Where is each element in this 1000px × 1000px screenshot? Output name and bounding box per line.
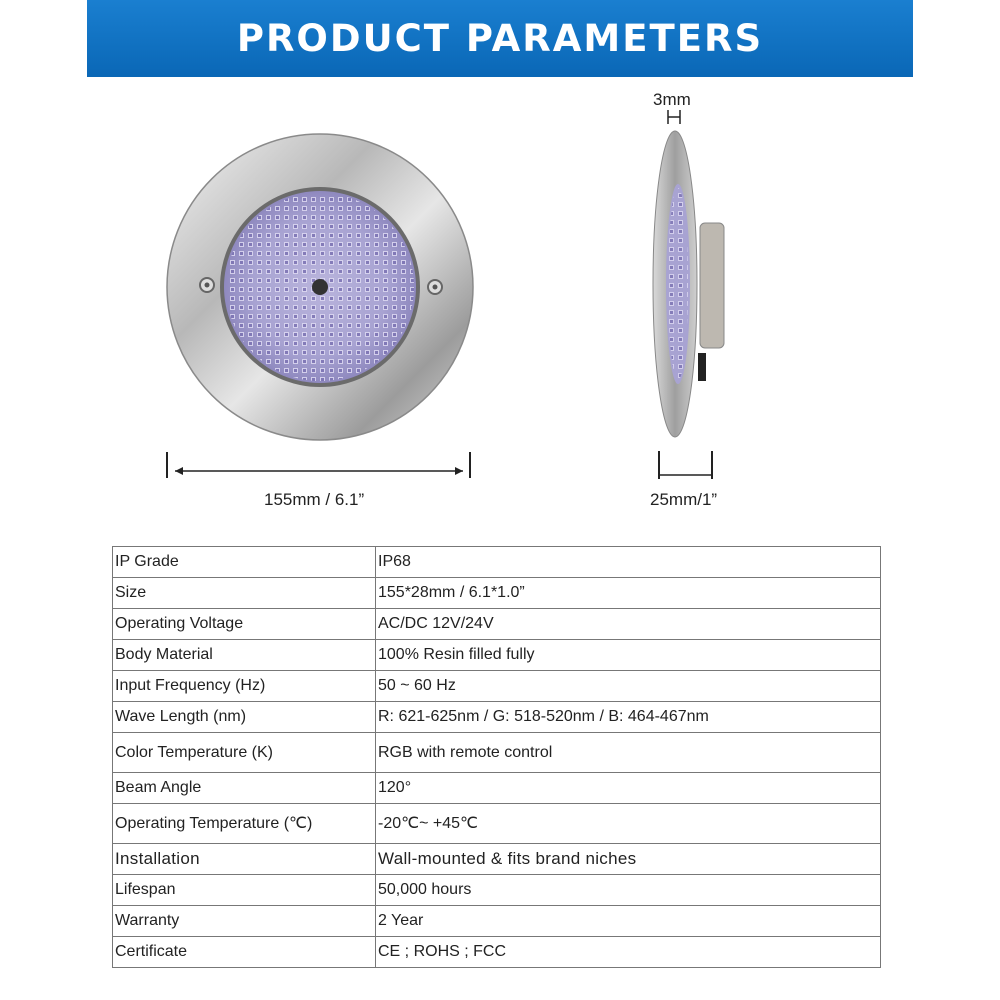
spec-name: IP Grade — [113, 547, 376, 578]
spec-value: RGB with remote control — [376, 733, 881, 773]
spec-name: Installation — [113, 844, 376, 875]
spec-row-wave-length — [113, 702, 881, 733]
spec-value: CE ; ROHS ; FCC — [376, 937, 881, 968]
spec-value: AC/DC 12V/24V — [376, 609, 881, 640]
spec-row-size — [113, 578, 881, 609]
spec-value: 155*28mm / 6.1*1.0” — [376, 578, 881, 609]
rim-dimension-label: 3mm — [653, 90, 691, 109]
spec-row-operating-temperature — [113, 804, 881, 844]
spec-value: 120° — [376, 773, 881, 804]
page-title: PRODUCT PARAMETERS — [236, 17, 764, 60]
spec-row-beam-angle — [113, 773, 881, 804]
rim-dimension-marker — [665, 108, 685, 126]
spec-value: 50,000 hours — [376, 875, 881, 906]
spec-row-input-frequency — [113, 671, 881, 702]
spec-row-body-material — [113, 640, 881, 671]
spec-name: Operating Voltage — [113, 609, 376, 640]
depth-dimension-line — [656, 449, 716, 481]
spec-row-operating-voltage — [113, 609, 881, 640]
spec-value: IP68 — [376, 547, 881, 578]
product-side-image — [640, 128, 750, 448]
header-banner — [87, 0, 913, 77]
spec-name: Beam Angle — [113, 773, 376, 804]
spec-name: Certificate — [113, 937, 376, 968]
spec-row-installation — [113, 844, 881, 875]
spec-value: Wall-mounted & fits brand niches — [376, 844, 881, 875]
spec-name: Lifespan — [113, 875, 376, 906]
width-dimension-label: 155mm / 6.1” — [264, 490, 365, 509]
width-dimension-line — [165, 452, 472, 478]
spec-row-ip-grade — [113, 547, 881, 578]
spec-name: Warranty — [113, 906, 376, 937]
spec-name: Wave Length (nm) — [113, 702, 376, 733]
spec-value: -20℃~ +45℃ — [376, 804, 881, 844]
product-front-image — [165, 132, 475, 442]
spec-row-warranty — [113, 906, 881, 937]
spec-name: Operating Temperature (℃) — [113, 804, 376, 844]
spec-value: 100% Resin filled fully — [376, 640, 881, 671]
spec-name: Size — [113, 578, 376, 609]
spec-row-certificate — [113, 937, 881, 968]
spec-row-lifespan — [113, 875, 881, 906]
spec-value: 50 ~ 60 Hz — [376, 671, 881, 702]
spec-value: R: 621-625nm / G: 518-520nm / B: 464-467nm — [376, 702, 881, 733]
spec-row-color-temperature — [113, 733, 881, 773]
spec-value: 2 Year — [376, 906, 881, 937]
spec-name: Body Material — [113, 640, 376, 671]
spec-table — [112, 546, 881, 968]
depth-dimension-label: 25mm/1” — [650, 490, 718, 509]
spec-name: Color Temperature (K) — [113, 733, 376, 773]
spec-name: Input Frequency (Hz) — [113, 671, 376, 702]
